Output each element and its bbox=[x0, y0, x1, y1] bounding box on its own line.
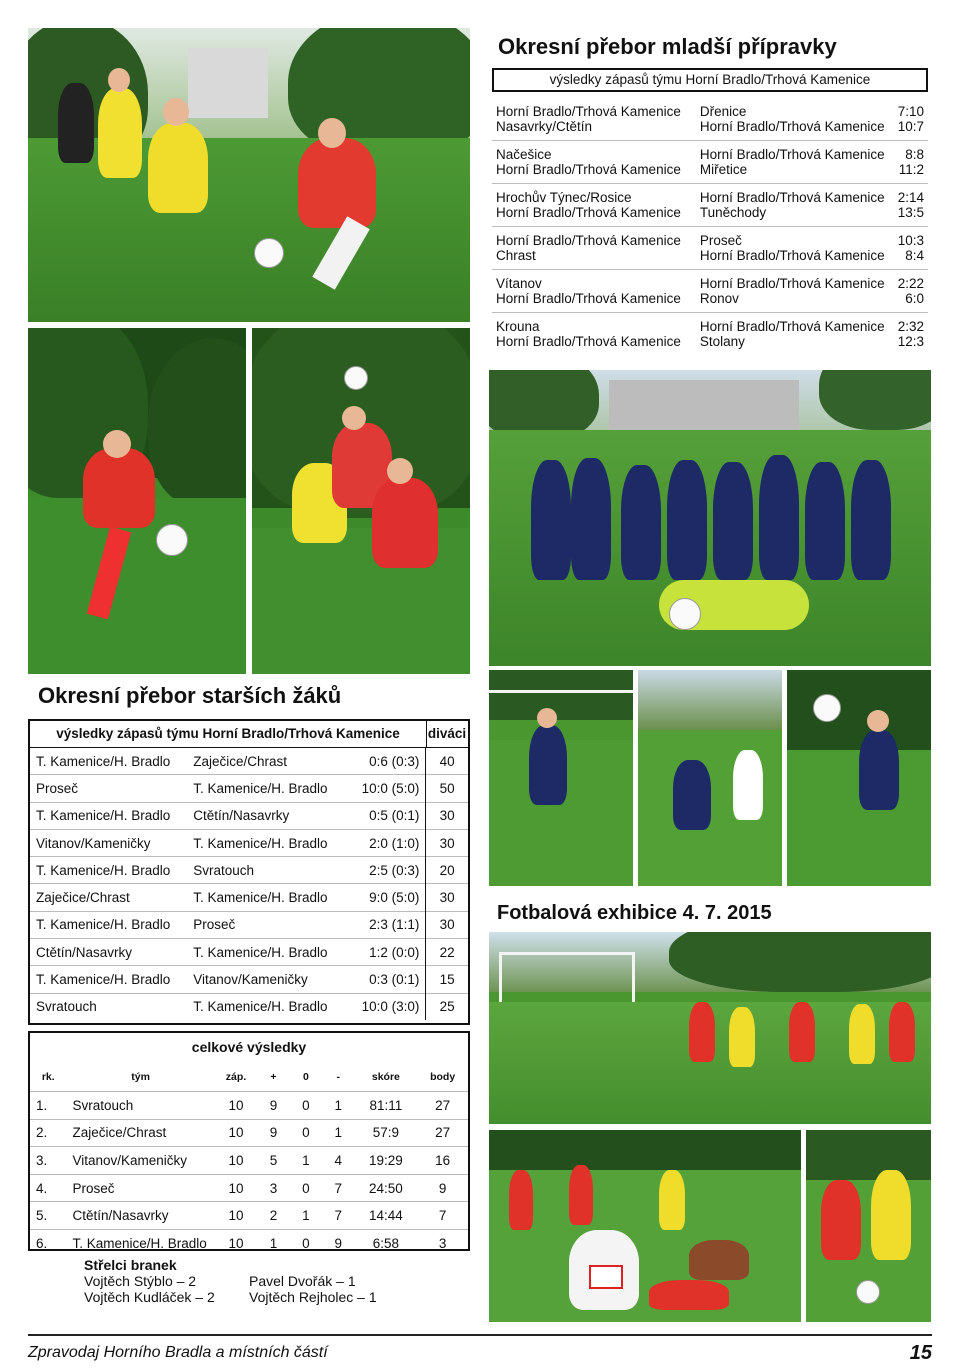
standings-w: 9 bbox=[257, 1119, 289, 1147]
standings-w: 2 bbox=[257, 1202, 289, 1230]
standings-w: 1 bbox=[257, 1229, 289, 1256]
photo-exhibition-3 bbox=[787, 670, 931, 886]
standings-d: 1 bbox=[290, 1147, 322, 1175]
result-score-cell bbox=[894, 184, 928, 227]
photo-exhibition-kick bbox=[806, 1130, 931, 1322]
standings-goals: 81:11 bbox=[354, 1092, 417, 1120]
result-score-cell bbox=[894, 227, 928, 270]
scorer-item: Vojtěch Kudláček – 2 bbox=[84, 1289, 215, 1305]
standings-l: 7 bbox=[322, 1174, 354, 1202]
section1-panel bbox=[490, 28, 932, 360]
standings-rank: 2. bbox=[30, 1119, 66, 1147]
match-row bbox=[30, 748, 468, 775]
totals-header-cell: - bbox=[322, 1063, 354, 1092]
spectators-header-label: diváci bbox=[427, 726, 467, 741]
result-home: Horní Bradlo/Trhová Kamenice bbox=[496, 205, 681, 220]
totals-header-cell: tým bbox=[66, 1063, 214, 1092]
totals-box bbox=[28, 1031, 470, 1251]
matches-header-label: výsledky zápasů týmu Horní Bradlo/Trhová Kamenice bbox=[56, 726, 400, 741]
match-spectators: 30 bbox=[426, 911, 468, 938]
result-home: Horní Bradlo/Trhová Kamenice bbox=[496, 104, 681, 119]
totals-header-cell: záp. bbox=[215, 1063, 258, 1092]
result-home: Načešice bbox=[496, 147, 552, 162]
result-away-cell bbox=[696, 313, 894, 356]
totals-header-row bbox=[30, 1063, 468, 1092]
match-home: Proseč bbox=[30, 775, 187, 802]
match-score: 0:3 (0:1) bbox=[342, 966, 425, 993]
standings-played: 10 bbox=[215, 1147, 258, 1175]
standings-played: 10 bbox=[215, 1174, 258, 1202]
result-group bbox=[492, 227, 928, 270]
standings-rank: 5. bbox=[30, 1202, 66, 1230]
standings-d: 1 bbox=[290, 1202, 322, 1230]
result-score: 6:0 bbox=[905, 291, 924, 306]
match-score: 2:3 (1:1) bbox=[342, 911, 425, 938]
matches-header bbox=[30, 721, 427, 748]
result-score: 8:8 bbox=[905, 147, 924, 162]
match-away: T. Kamenice/H. Bradlo bbox=[187, 829, 342, 856]
standings-goals: 19:29 bbox=[354, 1147, 417, 1175]
page-number: 15 bbox=[909, 1342, 932, 1364]
section2-title: Okresní přebor starších žáků bbox=[38, 683, 342, 708]
result-away-cell bbox=[696, 98, 894, 141]
footer-publication: Zpravodaj Horního Bradla a místních částí bbox=[28, 1344, 328, 1361]
match-spectators: 25 bbox=[426, 993, 468, 1020]
standings-rank: 6. bbox=[30, 1229, 66, 1256]
result-score-cell bbox=[894, 98, 928, 141]
standings-points: 9 bbox=[417, 1174, 468, 1202]
standings-team: Proseč bbox=[66, 1174, 214, 1202]
result-away: Horní Bradlo/Trhová Kamenice bbox=[699, 276, 885, 291]
standings-team: Ctětín/Nasavrky bbox=[66, 1202, 214, 1230]
standings-played: 10 bbox=[215, 1092, 258, 1120]
result-home: Nasavrky/Ctětín bbox=[496, 119, 593, 134]
match-away: Proseč bbox=[187, 911, 342, 938]
standings-d: 0 bbox=[290, 1174, 322, 1202]
result-score: 7:10 bbox=[897, 104, 924, 119]
photo-kids-match-left bbox=[28, 328, 246, 674]
result-home-cell bbox=[492, 270, 696, 313]
result-group bbox=[492, 184, 928, 227]
standings-w: 3 bbox=[257, 1174, 289, 1202]
match-away: T. Kamenice/H. Bradlo bbox=[187, 993, 342, 1020]
standings-d: 0 bbox=[290, 1119, 322, 1147]
result-home: Hrochův Týnec/Rosice bbox=[496, 190, 632, 205]
result-group bbox=[492, 98, 928, 141]
photo-kids-match-right bbox=[252, 328, 470, 674]
standings-points: 16 bbox=[417, 1147, 468, 1175]
match-spectators: 30 bbox=[426, 802, 468, 829]
result-home-cell bbox=[492, 227, 696, 270]
match-spectators: 30 bbox=[426, 884, 468, 911]
result-home-cell bbox=[492, 98, 696, 141]
matches-box bbox=[28, 719, 470, 1025]
standings-rank: 3. bbox=[30, 1147, 66, 1175]
result-score-cell bbox=[894, 141, 928, 184]
result-away: Ronov bbox=[699, 291, 739, 306]
result-away: Miřetice bbox=[699, 162, 748, 177]
exhibition-caption-panel bbox=[489, 890, 931, 928]
standings-goals: 6:58 bbox=[354, 1229, 417, 1256]
match-row bbox=[30, 966, 468, 993]
match-score: 2:5 (0:3) bbox=[342, 857, 425, 884]
photo-adult-match bbox=[28, 28, 470, 322]
standings-row bbox=[30, 1202, 468, 1230]
standings-played: 10 bbox=[215, 1119, 258, 1147]
result-home-cell bbox=[492, 313, 696, 356]
result-home-cell bbox=[492, 141, 696, 184]
totals-header-cell: + bbox=[257, 1063, 289, 1092]
photo-exhibition-doctor bbox=[489, 1130, 801, 1322]
result-home: Horní Bradlo/Trhová Kamenice bbox=[496, 334, 681, 349]
match-score: 9:0 (5:0) bbox=[342, 884, 425, 911]
photo-exhibition-wide bbox=[489, 932, 931, 1124]
result-score: 8:4 bbox=[905, 248, 924, 263]
photo-team bbox=[489, 370, 931, 666]
result-score: 2:14 bbox=[897, 190, 924, 205]
section1-title: Okresní přebor mladší přípravky bbox=[498, 34, 837, 59]
match-score: 10:0 (5:0) bbox=[342, 775, 425, 802]
standings-row bbox=[30, 1092, 468, 1120]
match-row bbox=[30, 802, 468, 829]
standings-row bbox=[30, 1147, 468, 1175]
scorer-item: Pavel Dvořák – 1 bbox=[249, 1273, 356, 1289]
totals-header-cell: body bbox=[417, 1063, 468, 1092]
match-home: T. Kamenice/H. Bradlo bbox=[30, 966, 187, 993]
result-away: Horní Bradlo/Trhová Kamenice bbox=[699, 248, 885, 263]
match-away: Zaječice/Chrast bbox=[193, 753, 288, 769]
totals-title: celkové výsledky bbox=[191, 1039, 307, 1055]
match-row bbox=[30, 939, 468, 966]
standings-row bbox=[30, 1174, 468, 1202]
standings-points: 3 bbox=[417, 1229, 468, 1256]
match-home: Zaječice/Chrast bbox=[30, 884, 187, 911]
standings-goals: 57:9 bbox=[354, 1119, 417, 1147]
standings-row bbox=[30, 1229, 468, 1256]
match-home: T. Kamenice/H. Bradlo bbox=[36, 753, 171, 769]
result-score-cell bbox=[894, 313, 928, 356]
standings-row bbox=[30, 1119, 468, 1147]
standings-rank: 4. bbox=[30, 1174, 66, 1202]
result-home: Chrast bbox=[496, 248, 536, 263]
result-home: Horní Bradlo/Trhová Kamenice bbox=[496, 233, 681, 248]
section2-panel bbox=[28, 677, 470, 1321]
result-away: Tuněchody bbox=[699, 205, 767, 220]
match-home: T. Kamenice/H. Bradlo bbox=[30, 857, 187, 884]
result-away: Proseč bbox=[699, 233, 742, 248]
match-away: T. Kamenice/H. Bradlo bbox=[187, 775, 342, 802]
result-away: Horní Bradlo/Trhová Kamenice bbox=[699, 190, 885, 205]
standings-team: Vitanov/Kameničky bbox=[66, 1147, 214, 1175]
standings-w: 9 bbox=[257, 1092, 289, 1120]
result-home: Vítanov bbox=[496, 276, 542, 291]
match-spectators: 40 bbox=[426, 748, 468, 775]
exhibition-caption: Fotbalová exhibice 4. 7. 2015 bbox=[497, 902, 772, 924]
standings-l: 9 bbox=[322, 1229, 354, 1256]
match-home: Vitanov/Kameničky bbox=[30, 829, 187, 856]
result-away-cell bbox=[696, 184, 894, 227]
standings-team: Zaječice/Chrast bbox=[66, 1119, 214, 1147]
match-row bbox=[30, 911, 468, 938]
match-score: 0:5 (0:1) bbox=[342, 802, 425, 829]
match-away: Vitanov/Kameničky bbox=[187, 966, 342, 993]
match-score: 10:0 (3:0) bbox=[342, 993, 425, 1020]
standings-points: 27 bbox=[417, 1119, 468, 1147]
spectators-header bbox=[426, 721, 468, 748]
match-home: Svratouch bbox=[30, 993, 187, 1020]
result-away: Horní Bradlo/Trhová Kamenice bbox=[699, 147, 885, 162]
match-spectators: 50 bbox=[426, 775, 468, 802]
match-row bbox=[30, 829, 468, 856]
match-row bbox=[30, 993, 468, 1020]
result-away-cell bbox=[696, 270, 894, 313]
standings-goals: 24:50 bbox=[354, 1174, 417, 1202]
result-score: 2:22 bbox=[897, 276, 924, 291]
match-score: 2:0 (1:0) bbox=[342, 829, 425, 856]
match-row bbox=[30, 857, 468, 884]
match-home: T. Kamenice/H. Bradlo bbox=[30, 802, 187, 829]
section1-results-table bbox=[492, 98, 928, 355]
result-group bbox=[492, 313, 928, 356]
totals-header-cell: rk. bbox=[30, 1063, 66, 1092]
totals-header-cell: skóre bbox=[354, 1063, 417, 1092]
matches-table bbox=[30, 748, 468, 1020]
result-group bbox=[492, 270, 928, 313]
standings-goals: 14:44 bbox=[354, 1202, 417, 1230]
result-home: Horní Bradlo/Trhová Kamenice bbox=[496, 162, 681, 177]
match-spectators: 22 bbox=[426, 939, 468, 966]
result-home-cell bbox=[492, 184, 696, 227]
standings-rank: 1. bbox=[30, 1092, 66, 1120]
standings-team: Svratouch bbox=[66, 1092, 214, 1120]
standings-w: 5 bbox=[257, 1147, 289, 1175]
totals-table bbox=[30, 1063, 468, 1257]
section1-subtitle-box bbox=[492, 68, 928, 92]
scorer-item: Vojtěch Rejholec – 1 bbox=[249, 1289, 377, 1305]
match-home: Ctětín/Nasavrky bbox=[30, 939, 187, 966]
match-spectators: 20 bbox=[426, 857, 468, 884]
result-score: 10:7 bbox=[897, 119, 924, 134]
match-score: 0:6 (0:3) bbox=[369, 753, 420, 769]
scorers-title: Střelci branek bbox=[84, 1257, 177, 1273]
match-away: T. Kamenice/H. Bradlo bbox=[187, 939, 342, 966]
result-away-cell bbox=[696, 227, 894, 270]
match-away: T. Kamenice/H. Bradlo bbox=[187, 884, 342, 911]
standings-points: 7 bbox=[417, 1202, 468, 1230]
result-home: Horní Bradlo/Trhová Kamenice bbox=[496, 291, 681, 306]
photo-exhibition-1 bbox=[489, 670, 633, 886]
result-score: 2:32 bbox=[897, 319, 924, 334]
standings-played: 10 bbox=[215, 1229, 258, 1256]
result-away: Horní Bradlo/Trhová Kamenice bbox=[699, 319, 885, 334]
match-home: T. Kamenice/H. Bradlo bbox=[30, 911, 187, 938]
match-row bbox=[30, 775, 468, 802]
result-score: 13:5 bbox=[897, 205, 924, 220]
result-away: Stolany bbox=[699, 334, 745, 349]
section1-subtitle: výsledky zápasů týmu Horní Bradlo/Trhová Kamenice bbox=[549, 72, 871, 87]
result-group bbox=[492, 141, 928, 184]
standings-team: T. Kamenice/H. Bradlo bbox=[66, 1229, 214, 1256]
match-away: Svratouch bbox=[187, 857, 342, 884]
standings-l: 1 bbox=[322, 1119, 354, 1147]
scorer-item: Vojtěch Stýblo – 2 bbox=[84, 1273, 197, 1289]
standings-d: 0 bbox=[290, 1092, 322, 1120]
totals-header-cell: 0 bbox=[290, 1063, 322, 1092]
standings-l: 4 bbox=[322, 1147, 354, 1175]
result-score: 11:2 bbox=[898, 162, 924, 177]
standings-played: 10 bbox=[215, 1202, 258, 1230]
result-away-cell bbox=[696, 141, 894, 184]
photo-exhibition-2 bbox=[638, 670, 782, 886]
result-away: Dřenice bbox=[699, 104, 747, 119]
scorers bbox=[84, 1257, 464, 1305]
standings-d: 0 bbox=[290, 1229, 322, 1256]
result-home: Krouna bbox=[496, 319, 540, 334]
standings-l: 1 bbox=[322, 1092, 354, 1120]
match-spectators: 15 bbox=[426, 966, 468, 993]
match-spectators: 30 bbox=[426, 829, 468, 856]
match-row bbox=[30, 884, 468, 911]
standings-l: 7 bbox=[322, 1202, 354, 1230]
result-score: 12:3 bbox=[897, 334, 924, 349]
match-score: 1:2 (0:0) bbox=[342, 939, 425, 966]
match-away: Ctětín/Nasavrky bbox=[187, 802, 342, 829]
result-away: Horní Bradlo/Trhová Kamenice bbox=[699, 119, 885, 134]
standings-points: 27 bbox=[417, 1092, 468, 1120]
footer bbox=[28, 1334, 932, 1370]
result-score-cell bbox=[894, 270, 928, 313]
result-score: 10:3 bbox=[897, 233, 924, 248]
